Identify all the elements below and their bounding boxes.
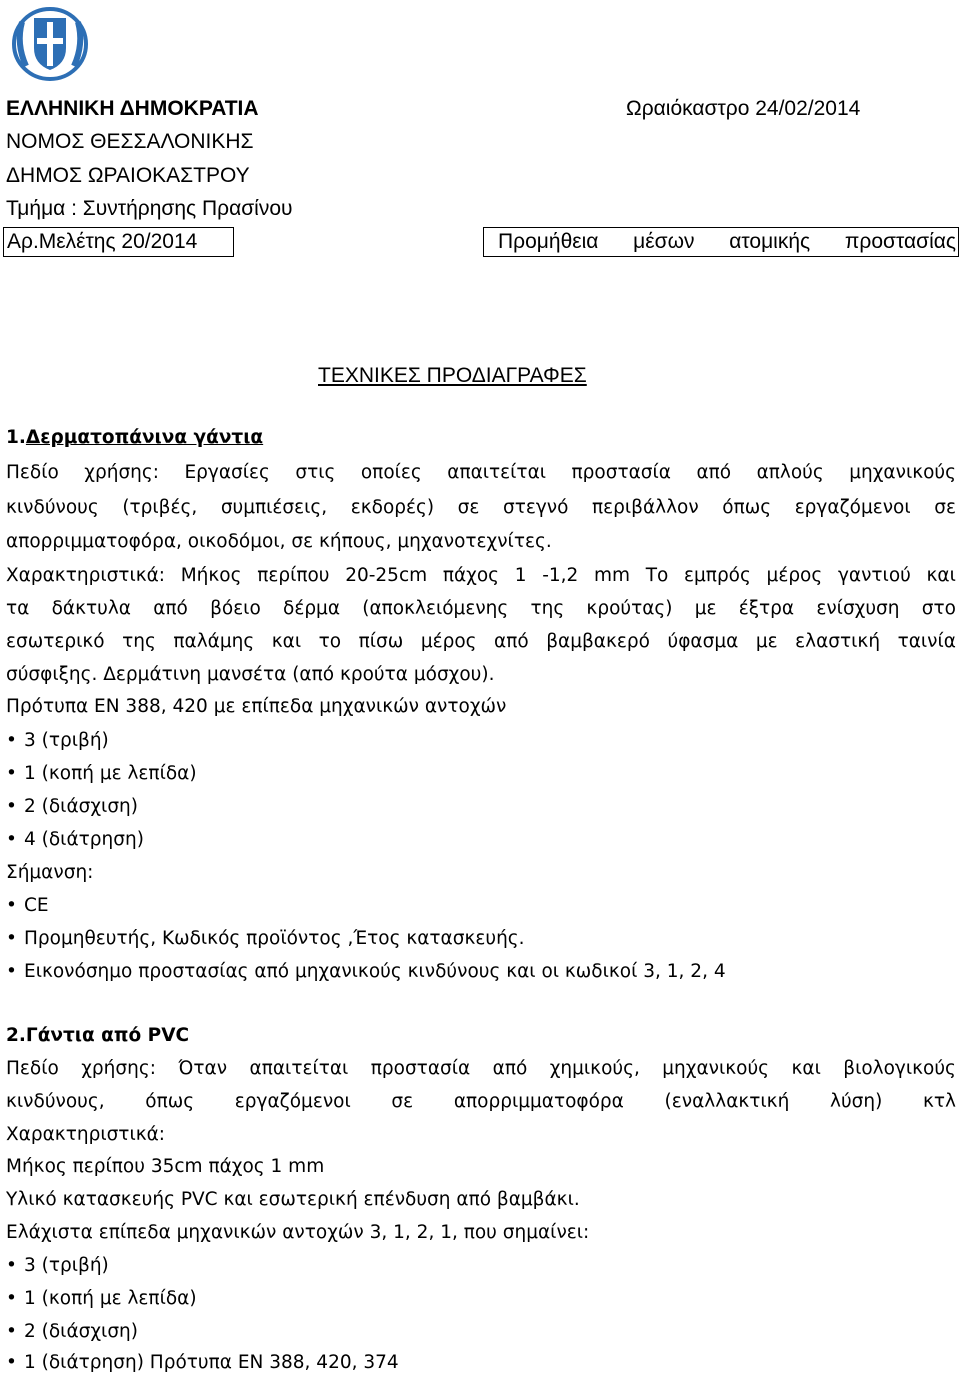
study-number: Αρ.Μελέτης 20/2014 [7,230,198,253]
department-name: Τμήμα : Συντήρησης Πρασίνου [6,197,293,220]
list-item: • 4 (διάτρηση) [6,829,144,850]
prefecture-name: ΝΟΜΟΣ ΘΕΣΣΑΛΟΝΙΚΗΣ [6,130,254,153]
greek-emblem-icon [8,4,92,84]
section1-use-line-3: απορριμματοφόρα, οικοδόμοι, σε κήπους, μηχανοτεχνίτες. [6,531,552,552]
section1-use-line-1: Πεδίο χρήσης: Εργασίες στις οποίες απαιτείται προστασία από απλούς μηχανικούς [6,462,956,483]
subject-word: Προμήθεια [498,230,599,253]
subject-box [483,227,959,257]
municipality-name: ΔΗΜΟΣ ΩΡΑΙΟΚΑΣΤΡΟΥ [6,164,250,187]
study-number-box [3,227,234,257]
section2-material: Υλικό κατασκευής PVC και εσωτερική επένδυση από βαμβάκι. [6,1189,580,1210]
list-item: • Προμηθευτής, Κωδικός προϊόντος ,Έτος κατασκευής. [6,928,525,949]
list-item: • 2 (διάσχιση) [6,1321,138,1342]
section1-number: 1. [6,427,26,448]
document-title: ΤΕΧΝΙΚΕΣ ΠΡΟΔΙΑΓΡΑΦΕΣ [318,364,587,387]
section2-min-levels: Ελάχιστα επίπεδα μηχανικών αντοχών 3, 1, 2, 1, που σημαίνει: [6,1222,590,1243]
section1-char-line-4: σύσφιξης. Δερμάτινη μανσέτα (από κρούτα μόσχου). [6,664,495,685]
list-item: • 3 (τριβή) [6,1255,109,1276]
section1-char-line-2: τα δάκτυλα από βόειο δέρμα (αποκλειόμενης της κρούτας) με έξτρα ενίσχυση στο [6,598,956,619]
list-item: • CE [6,895,49,916]
list-item: • 1 (κοπή με λεπίδα) [6,1288,197,1309]
section2-heading: 2.Γάντια από PVC [6,1025,190,1046]
marking-label: Σήμανση: [6,862,94,883]
section1-title: Δερματοπάνινα γάντια [25,427,264,448]
list-item: • 1 (κοπή με λεπίδα) [6,763,197,784]
section2-char-label: Χαρακτηριστικά: [6,1124,166,1145]
subject-word: μέσων [633,230,695,253]
subject-word: προστασίας [844,230,956,253]
country-name: ΕΛΛΗΝΙΚΗ ΔΗΜΟΚΡΑΤΙΑ [6,97,259,120]
place-date: Ωραιόκαστρο 24/02/2014 [626,97,861,120]
section1-standards: Πρότυπα EN 388, 420 με επίπεδα μηχανικών αντοχών [6,696,507,717]
list-item: • 3 (τριβή) [6,730,109,751]
list-item: • Εικονόσημο προστασίας από μηχανικούς κινδύνους και οι κωδικοί 3, 1, 2, 4 [6,961,726,982]
list-item: • 2 (διάσχιση) [6,796,138,817]
subject-line [498,230,956,254]
section2-use-line-1: Πεδίο χρήσης: Όταν απαιτείται προστασία από χημικούς, μηχανικούς και βιολογικούς [6,1058,956,1079]
section2-use-line-2: κινδύνους, όπως εργαζόμενοι σε απορριμματοφόρα (εναλλακτική λύση) κτλ [6,1091,956,1112]
section2-length: Μήκος περίπου 35cm πάχος 1 mm [6,1156,325,1177]
section1-use-line-2: κινδύνους (τριβές, συμπιέσεις, εκδορές) σε στεγνό περιβάλλον όπως εργαζόμενοι σε [6,497,956,518]
section1-char-line-1: Χαρακτηριστικά: Μήκος περίπου 20-25cm πάχος 1 -1,2 mm Το εμπρός μέρος γαντιού και [6,565,956,586]
section1-char-line-3: εσωτερικό της παλάμης και το πίσω μέρος από βαμβακερό ύφασμα με ελαστική ταινία [6,631,956,652]
section1-heading [6,427,263,448]
list-item: • 1 (διάτρηση) Πρότυπα EN 388, 420, 374 [6,1352,399,1373]
subject-word: ατομικής [729,230,811,253]
